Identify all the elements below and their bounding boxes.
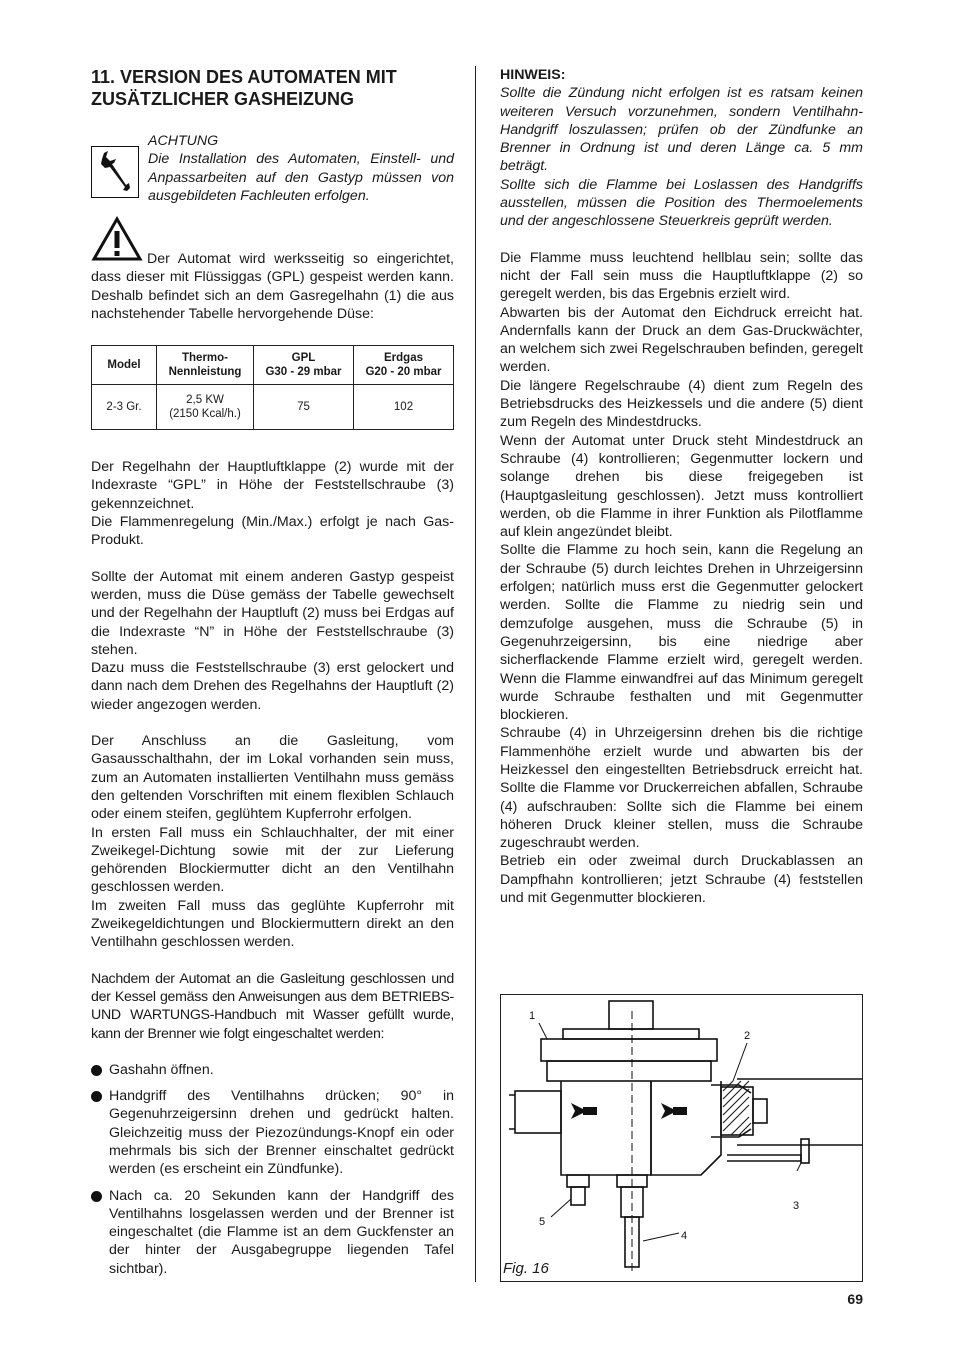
paragraph-flame-regulation: Die Flammenregelung (Min./Max.) erfolgt je nach Gas-Produkt. [91, 514, 454, 549]
table-cell-model: 2-3 Gr. [92, 385, 157, 430]
table-header-row [92, 346, 454, 385]
table-header-model: Model [92, 346, 157, 385]
table-cell-power: 2,5 KW (2150 Kcal/h.) [157, 385, 254, 430]
paragraph-screw-4: Schraube (4) in Uhrzeigersinn drehen bis die richtige Flammenhöhe erzielt wurde und abwarten bis der Heizkessel den eingestellten Betriebsdruck erreicht hat. Sollte die Flamme vor Druckerreichen abfallen, Schraube (4) aufschrauben: Sollte sich die Flamme bei einem höheren Druck kleiner stellen, muss die Schraube zugeschraubt werden. [500, 725, 863, 852]
achtung-block [91, 132, 454, 212]
paragraph-flame-height: Sollte die Flamme zu hoch sein, kann die Regelung an der Schraube (5) durch leichtes Drehen in Uhrzeigersinn erfolgen; natürlich muss erst die Gegenmutter gelockert werden. Sollte die Flamme zu niedrig sein und demzufolge ausgehen, muss die Schraube (5) in Gegenuhrzeigersinn, bis eine niedrige aber sicherflackende Flamme erzielt wird, geregelt werden. Wenn die Flamme einwandfrei auf das Minimum geregelt wurde Schraube festhalten und mit Gegenmutter blockieren. [500, 542, 863, 724]
nozzle-table [91, 345, 454, 430]
right-column [500, 66, 863, 907]
warning-triangle-icon [91, 216, 143, 262]
callout-5: 5 [539, 1216, 546, 1228]
callout-1: 1 [529, 1010, 536, 1022]
section-heading: 11. VERSION DES AUTOMATEN MIT ZUSÄTZLICHER GASHEIZUNG [91, 67, 397, 109]
hinweis-text-2: Sollte sich die Flamme bei Loslassen des Handgriffs ausstellen, müssen die Position des Thermoelements und der angeschlossene Steuerkreis geprüft werden. [500, 176, 863, 230]
achtung-text: Die Installation des Automaten, Einstell- und Anpassarbeiten auf den Gastyp müssen von ausgebildeten Fachleuten erfolgen. [148, 151, 454, 204]
paragraph-other-gas: Sollte der Automat mit einem anderen Gastyp gespeist werden, muss die Düse gemäss der Tabelle gewechselt und der Regelhahn der Hauptluft (2) muss bei Erdgas auf die Indexraste “N” in Höhe der Feststellschraube (3) stehen. [91, 568, 454, 658]
paragraph-first-case: In ersten Fall muss ein Schlauchhalter, der mit einer Zweikegel-Dichtung sowie mit der zur Lieferung gehörenden Blockiermutter dicht an den Ventilhahn geschlossen werden. [91, 824, 454, 896]
paragraph-gas-connection: Der Anschluss an die Gasleitung, vom Gasausschalthahn, der im Lokal vorhanden sein muss, zum an Automaten installierten Ventilhahn muss gemäss den geltenden Vorschriften mit einem flexiblen Schlauch oder einem steifen, geglühtem Kupferrohr erfolgen. [91, 733, 454, 823]
list-item: Gashahn öffnen. [91, 1061, 454, 1079]
ignition-steps [91, 1061, 454, 1278]
intro-text: Der Automat wird werksseitig so eingerichtet, dass dieser mit Flüssiggas (GPL) gespeist werden kann. Deshalb befindet sich an dem Gasregelhahn (1) die aus nachstehender Tabelle hervorgehende Düse: [91, 251, 454, 322]
wrench-icon [91, 146, 139, 198]
column-divider [475, 66, 476, 1282]
page-number: 69 [847, 1291, 863, 1307]
figure-caption: Fig. 16 [503, 1260, 549, 1277]
list-item: Nach ca. 20 Sekunden kann der Handgriff des Ventilhahns losgelassen werden und der Brenner ist eingeschaltet (die Flamme ist an dem Guckfenster an der hinter der Ausgabegruppe liegenden Tafel sichtbar). [91, 1187, 454, 1278]
paragraph-screws: Die längere Regelschraube (4) dient zum Regeln des Betriebsdrucks des Heizkessels und die andere (5) dient zum Regeln des Mindestdrucks. [500, 377, 863, 431]
callout-3: 3 [793, 1200, 800, 1212]
table-cell-gpl: 75 [254, 385, 354, 430]
left-column [91, 66, 454, 1286]
table-row [92, 385, 454, 430]
paragraph-lock-screw: Dazu muss die Feststellschraube (3) erst gelockert und dann nach dem Drehen des Regelhahns der Hauptluft (2) wieder angezogen werden. [91, 660, 454, 713]
paragraph-ignition-intro: Nachdem der Automat an die Gasleitung geschlossen und der Kessel gemäss den Anweisungen aus dem BETRIEBS- UND WARTUNGS-Handbuch mit Wasser gefüllt wurde, kann der Brenner wie folgt eingeschaltet werden: [91, 970, 454, 1042]
table-header-erdgas: Erdgas G20 - 20 mbar [354, 346, 454, 385]
callout-2: 2 [744, 1030, 751, 1042]
callout-4: 4 [681, 1230, 688, 1242]
paragraph-test: Betrieb ein oder zweimal durch Druckablassen an Dampfhahn kontrollieren; jetzt Schraube (4) feststellen und mit Gegenmutter blockieren. [500, 853, 863, 907]
paragraph-calibration: Abwarten bis der Automat den Eichdruck erreicht hat. Andernfalls kann der Druck an dem Gas-Druckwächter, an welchem sich zwei Regelschrauben befinden, geregelt werden. [500, 304, 863, 376]
achtung-title: ACHTUNG [148, 133, 219, 149]
hinweis-text-1: Sollte die Zündung nicht erfolgen ist es ratsam keinen weiteren Versuch vorzunehmen, sondern Ventilhahn-Handgriff loszulassen; prüfen ob der Zündfunke an Brenner in Ordnung ist und deren Länge ca. 5 mm beträgt. [500, 85, 863, 175]
paragraph-flame-color: Die Flamme muss leuchtend hellblau sein; sollte das nicht der Fall sein muss die Hauptluftklappe (2) so geregelt werden, bis das Ergebnis erzielt wird. [500, 249, 863, 303]
table-cell-erdgas: 102 [354, 385, 454, 430]
table-header-gpl: GPL G30 - 29 mbar [254, 346, 354, 385]
paragraph-second-case: Im zweiten Fall muss das geglühte Kupferrohr mit Zweikegeldichtungen und Blockiermuttern direkt an den Ventilhahn geschlossen werden. [91, 897, 454, 951]
table-header-power: Thermo- Nennleistung [157, 346, 254, 385]
caution-block [91, 224, 454, 323]
gas-valve-diagram [501, 995, 862, 1281]
paragraph-min-pressure: Wenn der Automat unter Druck steht Mindestdruck an Schraube (4) kontrollieren; Gegenmutter lockern und solange drehen bis diese freigegeben ist (Hauptgasleitung geschlossen). Jetzt muss kontrolliert werden, ob die Flamme in ihrer Funktion als Pilotflamme auf klein angezündet bleibt. [500, 432, 863, 541]
paragraph-gpl-index: Der Regelhahn der Hauptluftklappe (2) wurde mit der Indexraste “GPL” in Höhe der Feststellschraube (3) gekennzeichnet. [91, 459, 454, 512]
list-item: Handgriff des Ventilhahns drücken; 90° in Gegenuhrzeigersinn drehen und gedrückt halten. Gleichzeitig muss der Piezozündungs-Knopf ein oder mehrmals bis sich der Brenner einschaltet gedrückt werden (es erscheint ein Zündfunke). [91, 1087, 454, 1178]
hinweis-title: HINWEIS: [500, 67, 566, 83]
figure-16 [500, 994, 863, 1282]
